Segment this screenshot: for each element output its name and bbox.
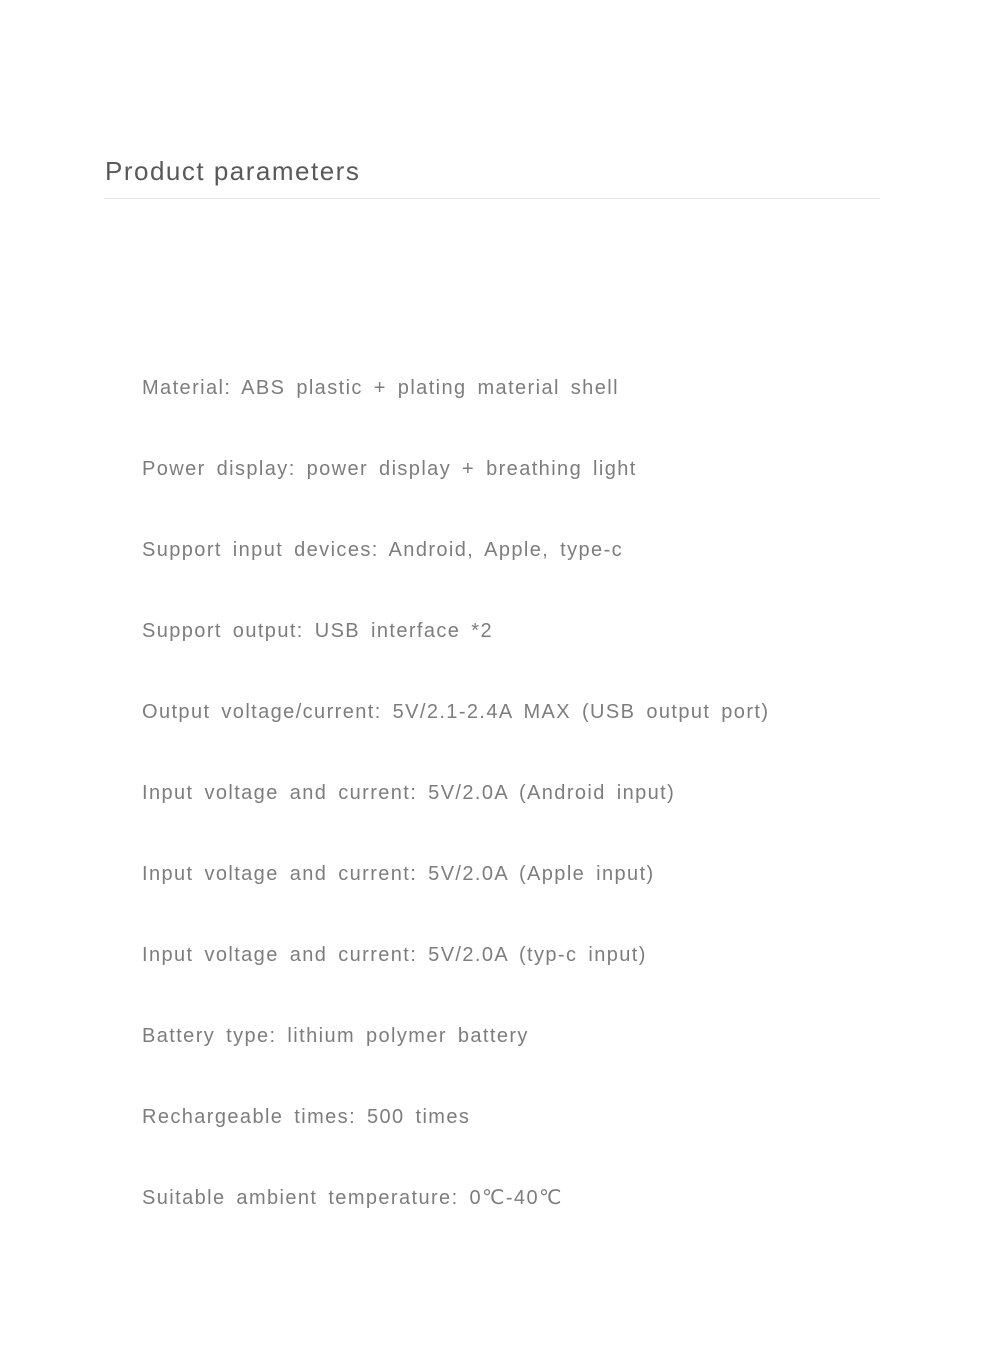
spec-item-input-typec: Input voltage and current: 5V/2.0A (typ-c input) (142, 944, 647, 966)
spec-item-power-display: Power display: power display + breathing light (142, 458, 637, 480)
spec-item-ambient-temperature: Suitable ambient temperature: 0℃-40℃ (142, 1187, 563, 1209)
spec-item-rechargeable-times: Rechargeable times: 500 times (142, 1106, 471, 1128)
spec-item-battery-type: Battery type: lithium polymer battery (142, 1025, 529, 1047)
spec-item-output-voltage: Output voltage/current: 5V/2.1-2.4A MAX (USB output port) (142, 701, 770, 723)
spec-item-output-interface: Support output: USB interface *2 (142, 620, 493, 642)
spec-item-input-devices: Support input devices: Android, Apple, type-c (142, 539, 624, 561)
page-title: Product parameters (105, 155, 361, 186)
spec-item-input-android: Input voltage and current: 5V/2.0A (Android input) (142, 782, 676, 804)
spec-list (142, 374, 769, 1212)
spec-item-input-apple: Input voltage and current: 5V/2.0A (Apple input) (142, 863, 655, 885)
title-divider (104, 198, 880, 199)
spec-item-material: Material: ABS plastic + plating material shell (142, 377, 619, 399)
